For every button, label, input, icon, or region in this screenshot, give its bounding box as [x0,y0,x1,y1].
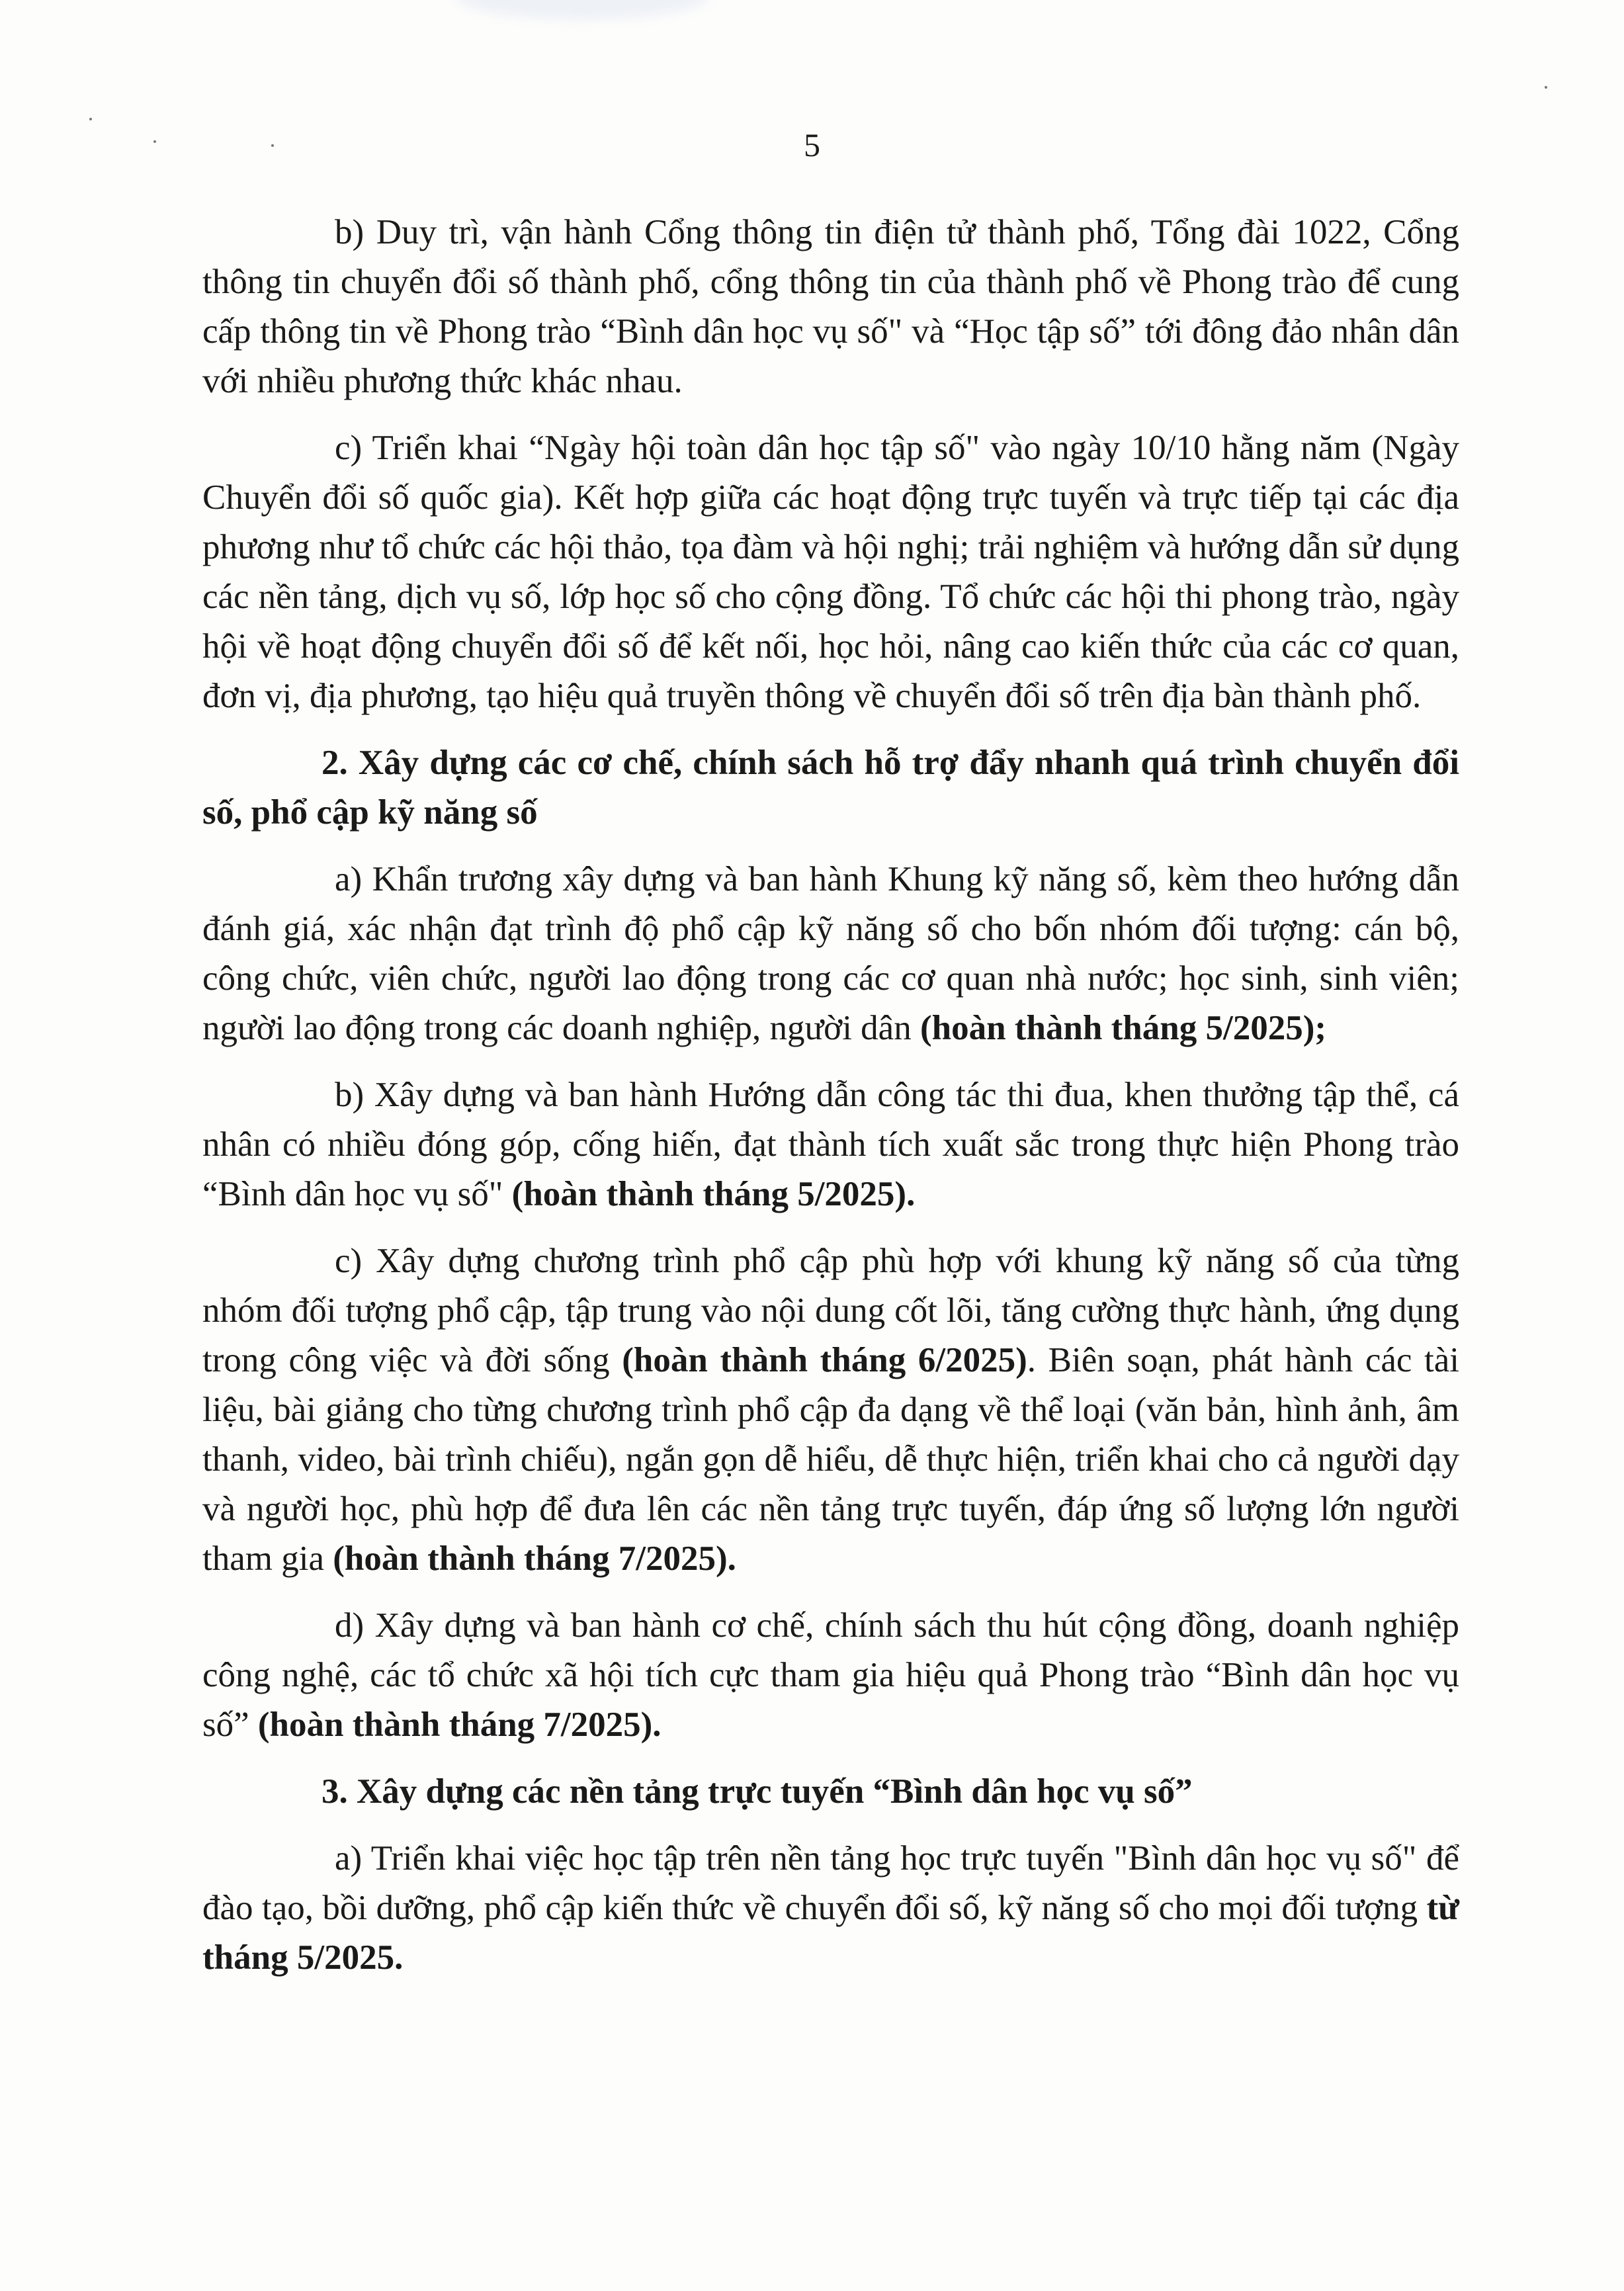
deadline-text: (hoàn thành tháng 7/2025). [333,1539,736,1578]
heading-text: 2. Xây dựng các cơ chế, chính sách hỗ trợ đẩy nhanh quá trình chuyển đổi số, phổ cập kỹ năng số [202,744,1459,832]
paragraph-text: . Biên soạn, phát hành các tài liệu, bài giảng cho từng chương trình phổ cập đa dạng về thể loại (văn bản, hình ảnh, âm thanh, video, bài trình chiếu), ngắn gọn dễ hiểu, dễ thực hiện, triển khai cho cả người dạy và người học, phù hợp để đưa lên các nền tảng trực tuyến, đáp ứng số lượng lớn người tham gia [202,1341,1459,1578]
paragraph-text: d) Xây dựng và ban hành cơ chế, chính sách thu hút cộng đồng, doanh nghiệp công nghệ, các tổ chức xã hội tích cực tham gia hiệu quả Phong trào “Bình dân học vụ số” [202,1606,1459,1744]
paragraph-3a [202,1834,1459,1983]
section-heading-3 [202,1767,1459,1817]
paragraph-2c [202,1236,1459,1584]
deadline-text: (hoàn thành tháng 7/2025). [257,1706,662,1744]
paragraph-text: b) Xây dựng và ban hành Hướng dẫn công tác thi đua, khen thưởng tập thể, cá nhân có nhiều đóng góp, cống hiến, đạt thành tích xuất sắc trong thực hiện Phong trào “Bình dân học vụ số" [202,1076,1459,1213]
document-body [202,208,1459,2000]
scan-speck [1545,86,1547,89]
paragraph-1b [202,208,1459,406]
deadline-text: (hoàn thành tháng 6/2025) [622,1341,1027,1379]
paragraph-text: c) Xây dựng chương trình phổ cập phù hợp với khung kỹ năng số của từng nhóm đối tượng phổ cập, tập trung vào nội dung cốt lõi, tăng cường thực hành, ứng dụng trong công việc và đời sống [202,1242,1459,1379]
paragraph-text: c) Triển khai “Ngày hội toàn dân học tập số" vào ngày 10/10 hằng năm (Ngày Chuyển đổi số quốc gia). Kết hợp giữa các hoạt động trực tuyến và trực tiếp tại các địa phương như tổ chức các hội thảo, tọa đàm và hội nghị; trải nghiệm và hướng dẫn sử dụng các nền tảng, dịch vụ số, lớp học số cho cộng đồng. Tổ chức các hội thi phong trào, ngày hội về hoạt động chuyển đổi số để kết nối, học hỏi, nâng cao kiến thức của các cơ quan, đơn vị, địa phương, tạo hiệu quả truyền thông về chuyển đổi số trên địa bàn thành phố. [202,429,1459,715]
paragraph-text: a) Khẩn trương xây dựng và ban hành Khung kỹ năng số, kèm theo hướng dẫn đánh giá, xác nhận đạt trình độ phổ cập kỹ năng số cho bốn nhóm đối tượng: cán bộ, công chức, viên chức, người lao động trong các cơ quan nhà nước; học sinh, sinh viên; người lao động trong các doanh nghiệp, người dân [202,860,1459,1047]
deadline-text: (hoàn thành tháng 5/2025). [511,1175,916,1213]
paragraph-text: b) Duy trì, vận hành Cổng thông tin điện tử thành phố, Tổng đài 1022, Cổng thông tin chuyển đổi số thành phố, cổng thông tin của thành phố về Phong trào để cung cấp thông tin về Phong trào “Bình dân học vụ số" và “Học tập số” tới đông đảo nhân dân với nhiều phương thức khác nhau. [202,213,1459,400]
paragraph-text: a) Triển khai việc học tập trên nền tảng học trực tuyến "Bình dân học vụ số" để đào tạo, bồi dưỡng, phổ cập kiến thức về chuyển đổi số, kỹ năng số cho mọi đối tượng [202,1839,1459,1927]
deadline-text: (hoàn thành tháng 5/2025); [919,1009,1327,1047]
scan-smudge [456,0,708,20]
scan-speck [89,118,92,120]
page-number: 5 [804,126,820,163]
paragraph-1c [202,423,1459,721]
deadline-text: từ tháng 5/2025. [202,1889,1459,1977]
section-heading-2 [202,738,1459,838]
heading-text: 3. Xây dựng các nền tảng trực tuyến “Bình dân học vụ số” [321,1772,1193,1811]
paragraph-2a [202,855,1459,1053]
paragraph-2d [202,1601,1459,1750]
paragraph-2b [202,1070,1459,1219]
